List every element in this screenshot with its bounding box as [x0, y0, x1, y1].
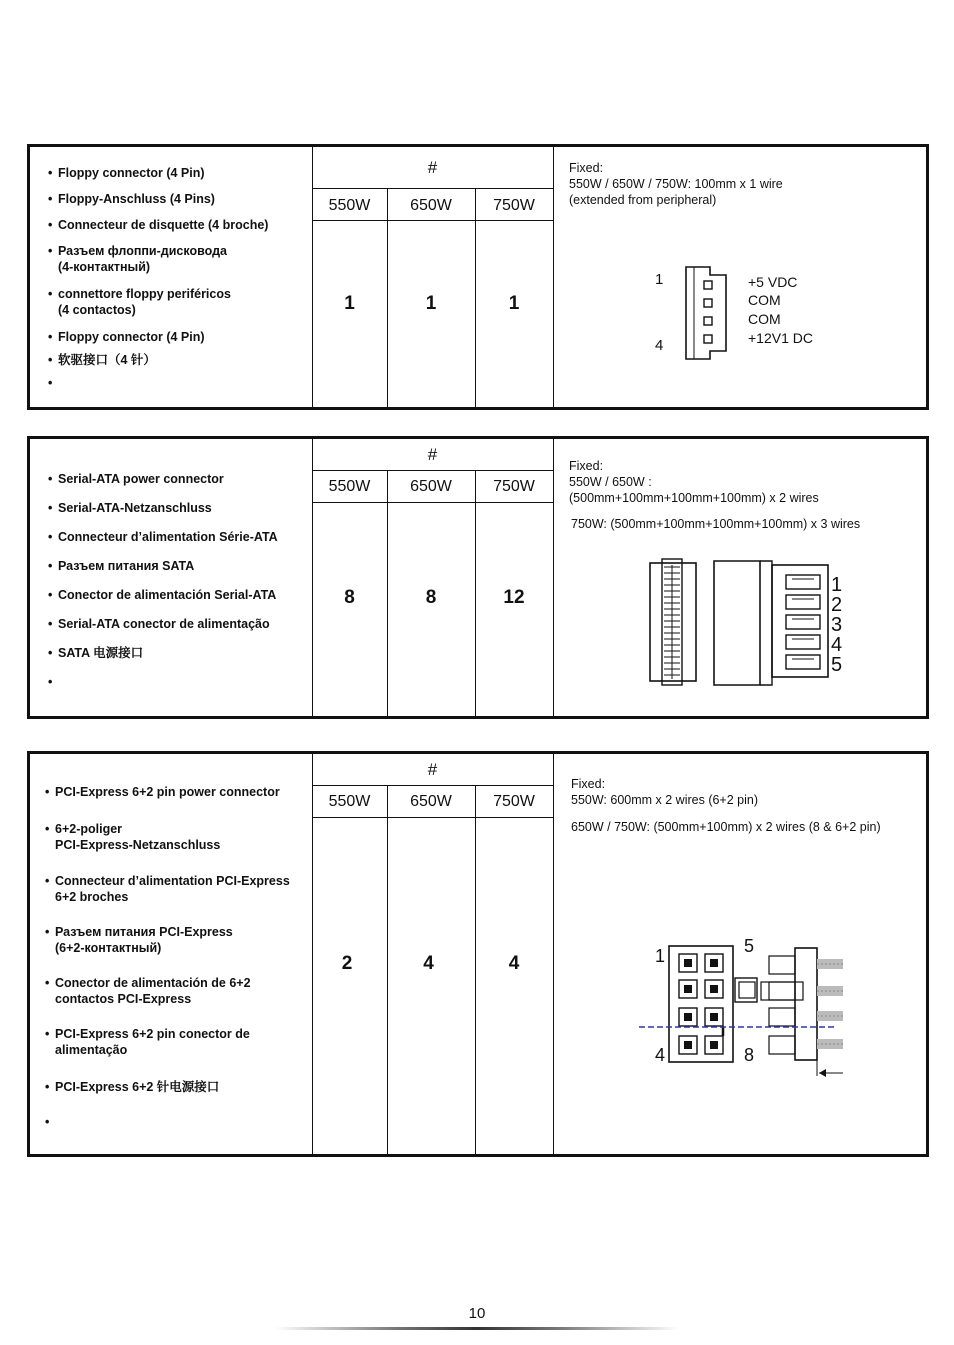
list-item: • SATA 电源接口: [48, 645, 143, 661]
list-item: • Conector de alimentación Serial-ATA: [48, 587, 276, 603]
wattage-550-label: 550W: [328, 478, 371, 495]
quantity-header: #: [427, 158, 438, 177]
pin-function-3: COM: [748, 311, 781, 327]
divider: [312, 188, 553, 189]
count-650w: 8: [425, 587, 437, 608]
divider: [312, 220, 553, 221]
pcie-connector-panel: [27, 751, 929, 1157]
wattage-550-label: 550W: [328, 197, 371, 214]
list-item: • Serial-ATA conector de alimentação: [48, 616, 270, 632]
divider: [312, 470, 553, 471]
wattage-750-label: 750W: [493, 793, 535, 810]
list-item: • Connecteur de disquette (4 broche): [48, 217, 268, 233]
wattage-650-label: 650W: [410, 478, 452, 495]
divider: [553, 147, 554, 407]
cable-length-note: Fixed: 550W / 650W : (500mm+100mm+100mm+100mm) x 2 wires: [569, 459, 819, 505]
wattage-550-label: 550W: [328, 793, 371, 810]
sata-pin-label-2: 2: [831, 594, 843, 616]
count-750w: 12: [503, 587, 525, 608]
count-750w: 4: [508, 953, 520, 974]
list-item: • Разъем питания PCI-Express (6+2-контактный): [45, 924, 233, 956]
count-550w: 2: [341, 953, 353, 974]
pin-function-4: +12V1 DC: [748, 330, 813, 346]
pin-function-2: COM: [748, 292, 781, 308]
cable-length-note: Fixed: 550W / 650W / 750W: 100mm x 1 wire (extended from peripheral): [569, 161, 783, 207]
pcie-pin-label-4: 4: [655, 1045, 666, 1065]
sata-pin-label-4: 4: [831, 634, 843, 656]
cable-length-note-750w: 750W: (500mm+100mm+100mm+100mm) x 3 wires: [571, 517, 861, 531]
list-item: • Floppy connector (4 Pin): [48, 329, 205, 345]
list-item: • Connecteur d’alimentation PCI-Express 6+2 broches: [45, 873, 290, 905]
list-item: • Serial-ATA-Netzanschluss: [48, 500, 212, 516]
list-item: • Floppy connector (4 Pin): [48, 165, 205, 181]
wattage-750-label: 750W: [493, 478, 535, 495]
divider: [312, 785, 553, 786]
count-750w: 1: [508, 293, 520, 314]
list-item: • connettore floppy periféricos (4 contactos): [48, 286, 231, 318]
list-item: • PCI-Express 6+2 pin power connector: [45, 784, 280, 800]
divider: [312, 147, 313, 407]
sata-pin-label-3: 3: [831, 614, 843, 636]
page-number: 10: [468, 1305, 486, 1322]
sata-connector-diagram: [648, 557, 838, 689]
list-item: • PCI-Express 6+2 针电源接口: [45, 1079, 219, 1095]
list-item: • Conector de alimentación de 6+2 contactos PCI-Express: [45, 975, 251, 1007]
pcie-pin-label-5: 5: [744, 936, 755, 956]
divider: [312, 502, 553, 503]
list-item: • PCI-Express 6+2 pin conector de alimentação: [45, 1026, 250, 1058]
wattage-750-label: 750W: [493, 197, 535, 214]
list-item: • Serial-ATA power connector: [48, 471, 224, 487]
count-550w: 8: [344, 587, 355, 608]
divider: [312, 817, 553, 818]
sata-pin-label-1: 1: [831, 574, 843, 596]
wattage-650-label: 650W: [410, 197, 452, 214]
floppy-connector-panel: [27, 144, 929, 410]
quantity-header: #: [427, 445, 438, 464]
floppy-connector-diagram: [680, 265, 736, 361]
pcie-connector-diagram: [635, 942, 855, 1082]
divider: [553, 439, 554, 716]
pcie-pin-label-8: 8: [744, 1045, 755, 1065]
footer-divider: [275, 1327, 679, 1330]
pin-label-1: 1: [655, 271, 664, 288]
list-item: • Floppy-Anschluss (4 Pins): [48, 191, 215, 207]
pin-function-1: +5 VDC: [748, 274, 798, 290]
sata-connector-panel: [27, 436, 929, 719]
quantity-header: #: [427, 760, 438, 779]
list-item: • Разъем питания SATA: [48, 558, 194, 574]
list-item: • Connecteur d’alimentation Série-ATA: [48, 529, 278, 545]
sata-pin-label-5: 5: [831, 654, 843, 676]
list-item: • Разъем флоппи-дисковода (4-контактный): [48, 243, 227, 275]
count-650w: 4: [423, 953, 434, 974]
cable-length-note-650w-750w: 650W / 750W: (500mm+100mm) x 2 wires (8 & 6+2 pin): [571, 820, 881, 834]
pin-label-4: 4: [655, 337, 664, 354]
count-650w: 1: [425, 293, 437, 314]
pcie-pin-label-1: 1: [655, 946, 666, 966]
list-item: • 6+2-poliger PCI-Express-Netzanschluss: [45, 821, 220, 853]
divider: [553, 754, 554, 1154]
cable-length-note: Fixed: 550W: 600mm x 2 wires (6+2 pin): [571, 777, 758, 807]
list-item: • 软驱接口（4 针）: [48, 352, 156, 368]
count-550w: 1: [344, 293, 355, 314]
wattage-650-label: 650W: [410, 793, 452, 810]
